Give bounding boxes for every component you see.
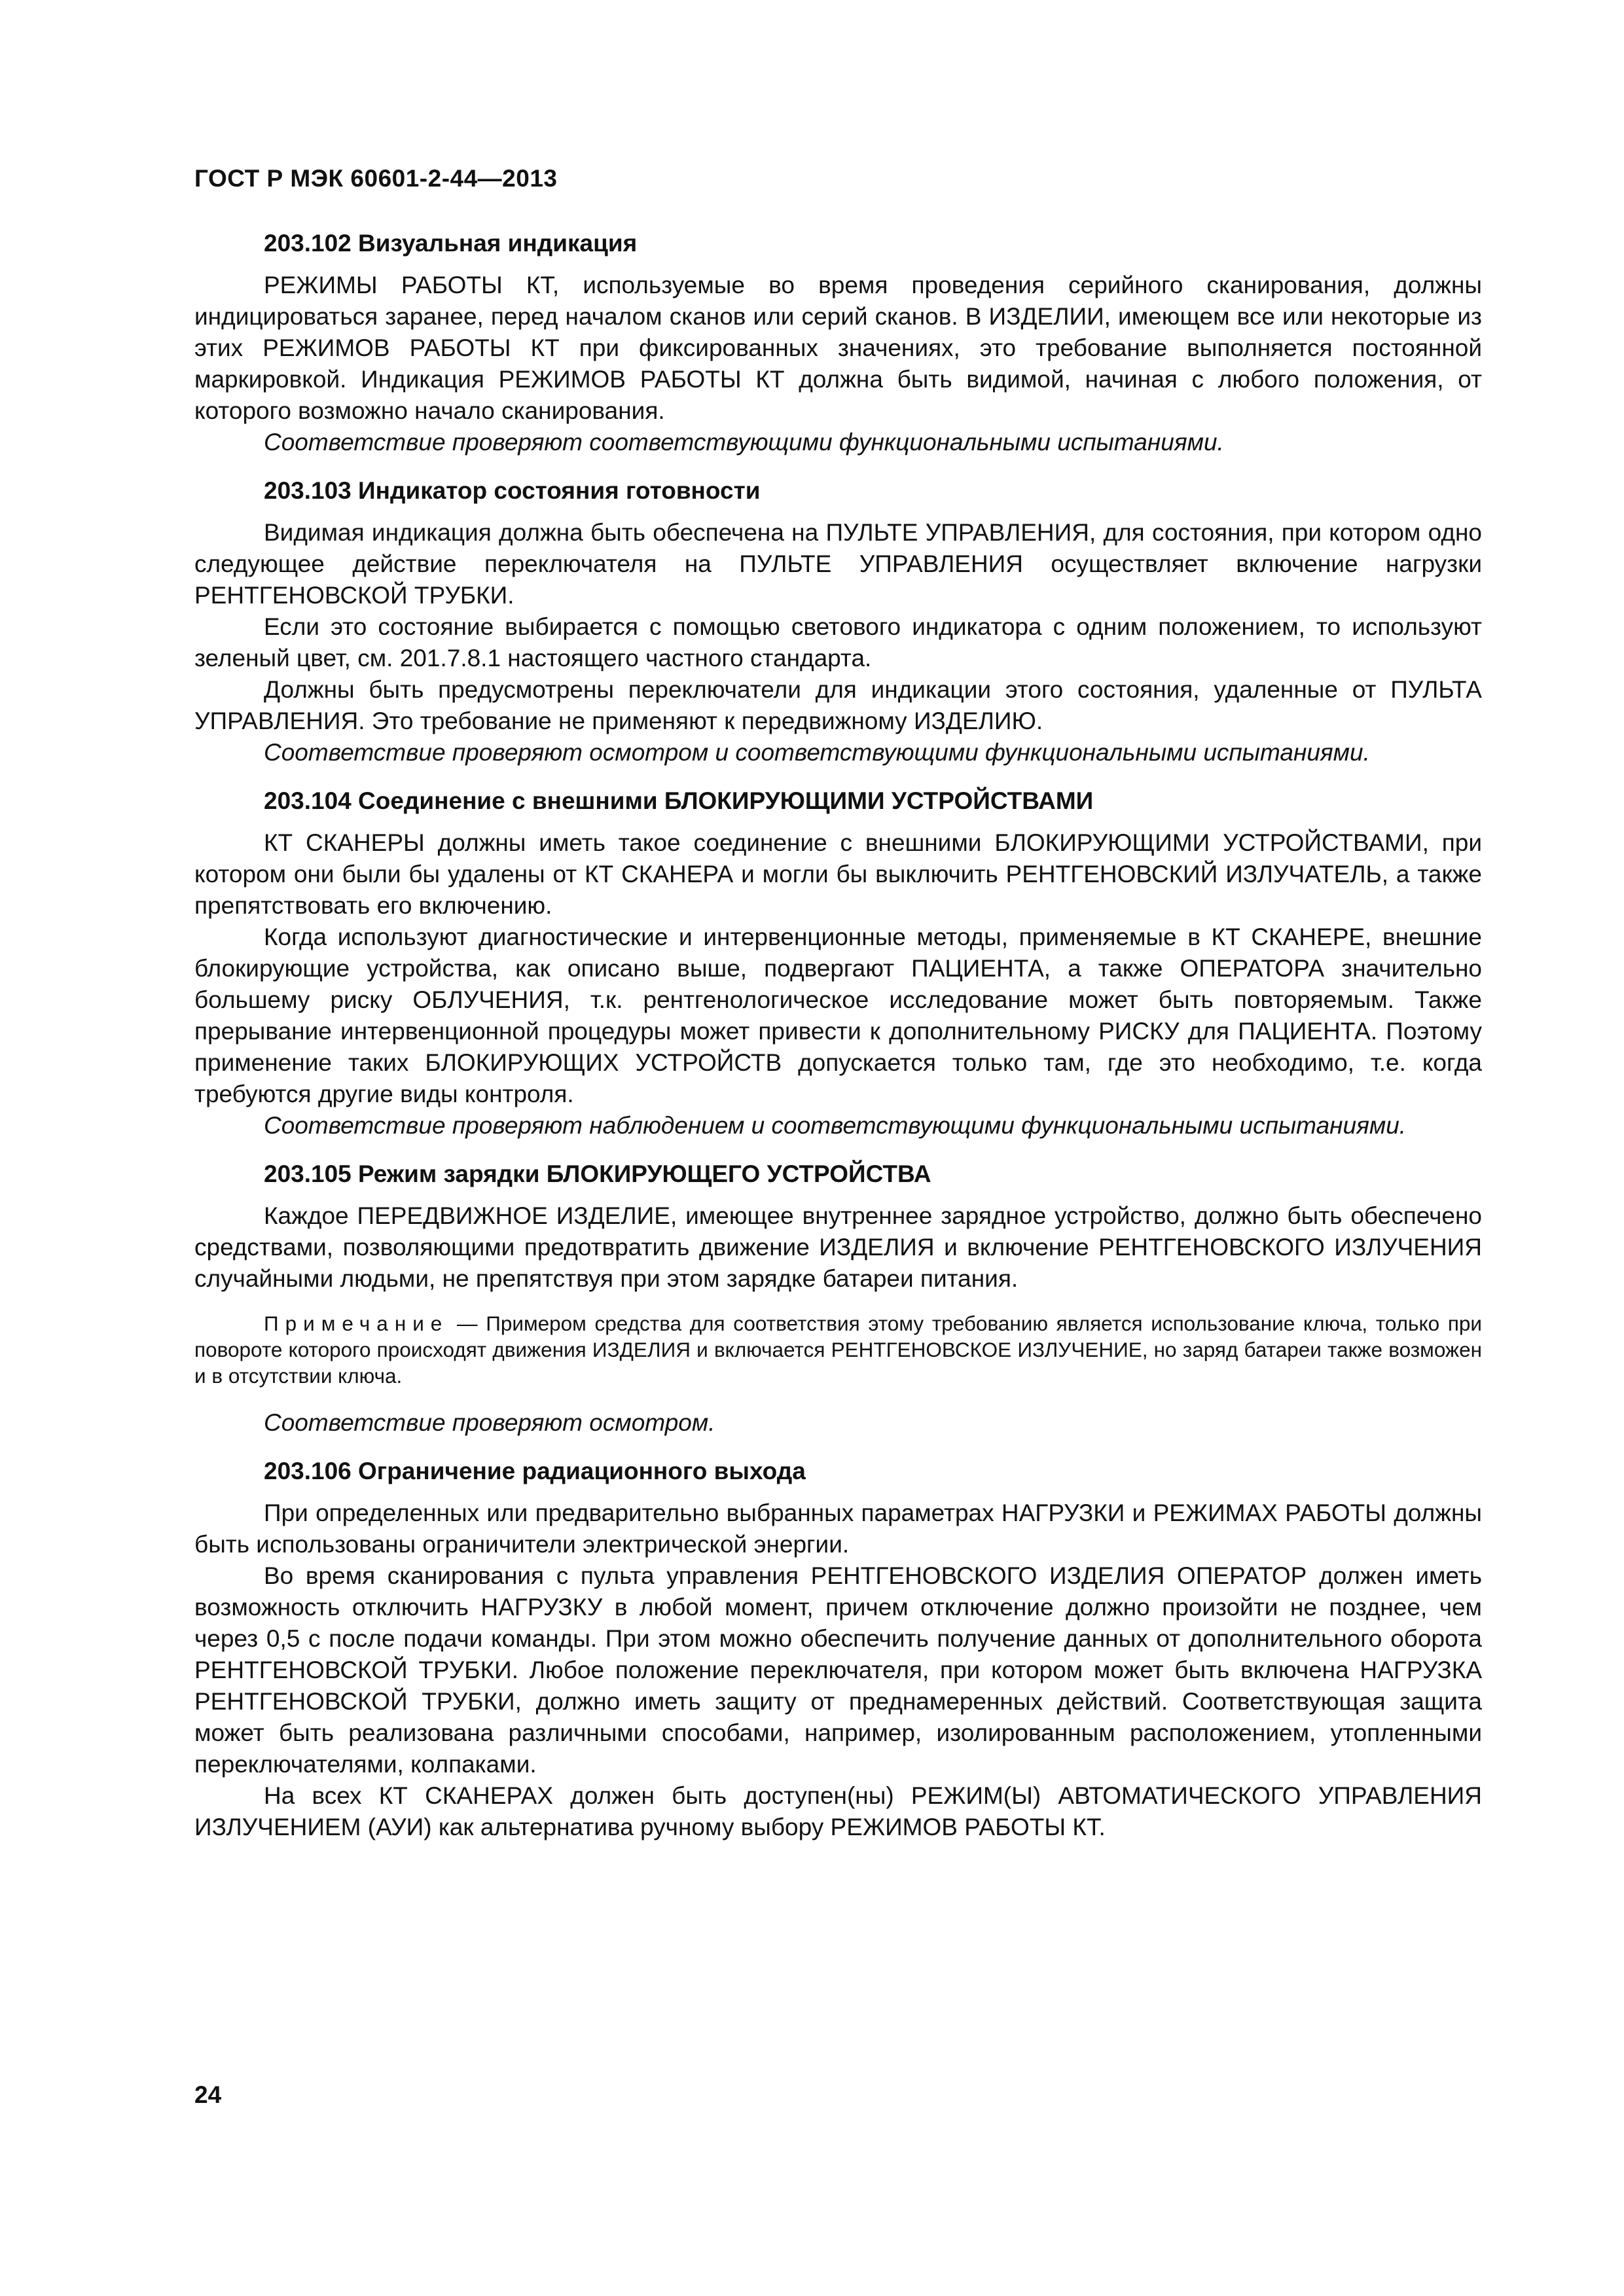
page-number: 24: [194, 2081, 222, 2108]
paragraph: Каждое ПЕРЕДВИЖНОЕ ИЗДЕЛИЕ, имеющее внутреннее зарядное устройство, должно быть обеспечено средствами, позволяющими предотвратить движение ИЗДЕЛИЯ и включение РЕНТГЕНОВСКОГО ИЗЛУЧЕНИЯ случайными людьми, не препятствуя при этом зарядке батареи питания.: [194, 1202, 1482, 1292]
paragraph: На всех КТ СКАНЕРАХ должен быть доступен(ны) РЕЖИМ(Ы) АВТОМАТИЧЕСКОГО УПРАВЛЕНИЯ ИЗЛУЧЕНИЕМ (АУИ) как альтернатива ручному выбору РЕЖИМОВ РАБОТЫ КТ.: [194, 1782, 1482, 1840]
compliance-note: Соответствие проверяют соответствующими функциональными испытаниями.: [264, 429, 1224, 456]
compliance-note: Соответствие проверяют наблюдением и соответствующими функциональными испытаниями.: [264, 1112, 1407, 1139]
paragraph: Должны быть предусмотрены переключатели для индикации этого состояния, удаленные от ПУЛЬТА УПРАВЛЕНИЯ. Это требование не применяют к передвижному ИЗДЕЛИЮ.: [194, 676, 1482, 734]
paragraph: Если это состояние выбирается с помощью светового индикатора с одним положением, то используют зеленый цвет, см. 201.7.8.1 настоящего частного стандарта.: [194, 613, 1482, 672]
section-heading-203-104: 203.104 Соединение с внешними БЛОКИРУЮЩИМИ УСТРОЙСТВАМИ: [264, 787, 1094, 814]
section-heading-203-105: 203.105 Режим зарядки БЛОКИРУЮЩЕГО УСТРОЙСТВА: [264, 1160, 931, 1187]
section-heading-203-102: 203.102 Визуальная индикация: [264, 230, 638, 257]
section-heading-203-103: 203.103 Индикатор состояния готовности: [264, 477, 761, 504]
paragraph: При определенных или предварительно выбранных параметрах НАГРУЗКИ и РЕЖИМАХ РАБОТЫ должны быть использованы ограничители электрической энергии.: [194, 1499, 1482, 1558]
note-text: — Примером средства для соответствия этому требованию является использование ключа, только при повороте которого происходят движения ИЗДЕЛИЯ и включается РЕНТГЕНОВСКОЕ ИЗЛУЧЕНИЕ, но заряд батареи также возможен и в отсутствии ключа.: [194, 1312, 1482, 1388]
note-label: Примечание: [264, 1312, 449, 1335]
paragraph: Во время сканирования с пульта управления РЕНТГЕНОВСКОГО ИЗДЕЛИЯ ОПЕРАТОР должен иметь возможность отключить НАГРУЗКУ в любой момент, причем отключение должно произойти не позднее, чем через 0,5 с после подачи команды. При этом можно обеспечить получение данных от дополнительного оборота РЕНТГЕНОВСКОЙ ТРУБКИ. Любое положение переключателя, при котором может быть включена НАГРУЗКА РЕНТГЕНОВСКОЙ ТРУБКИ, должно иметь защиту от преднамеренных действий. Соответствующая защита может быть реализована различными способами, например, изолированным расположением, утопленными переключателями, колпаками.: [194, 1562, 1482, 1778]
paragraph: Когда используют диагностические и интервенционные методы, применяемые в КТ СКАНЕРЕ, внешние блокирующие устройства, как описано выше, подвергают ПАЦИЕНТА, а также ОПЕРАТОРА значительно большему риску ОБЛУЧЕНИЯ, т.к. рентгенологическое исследование может быть повторяемым. Также прерывание интервенционной процедуры может привести к дополнительному РИСКУ для ПАЦИЕНТА. Поэтому применение таких БЛОКИРУЮЩИХ УСТРОЙСТВ допускается только там, где это необходимо, т.е. когда требуются другие виды контроля.: [194, 924, 1482, 1107]
paragraph: Видимая индикация должна быть обеспечена на ПУЛЬТЕ УПРАВЛЕНИЯ, для состояния, при котором одно следующее действие переключателя на ПУЛЬТЕ УПРАВЛЕНИЯ осуществляет включение нагрузки РЕНТГЕНОВСКОЙ ТРУБКИ.: [194, 519, 1482, 609]
note-paragraph: [194, 1310, 1482, 1389]
paragraph: КТ СКАНЕРЫ должны иметь такое соединение с внешними БЛОКИРУЮЩИМИ УСТРОЙСТВАМИ, при котором они были бы удалены от КТ СКАНЕРА и могли бы выключить РЕНТГЕНОВСКИЙ ИЗЛУЧАТЕЛЬ, а также препятствовать его включению.: [194, 829, 1482, 919]
compliance-note: Соответствие проверяют осмотром.: [264, 1409, 715, 1436]
document-header: ГОСТ Р МЭК 60601-2-44—2013: [194, 165, 558, 192]
compliance-note: Соответствие проверяют осмотром и соответствующими функциональными испытаниями.: [264, 739, 1370, 766]
paragraph: РЕЖИМЫ РАБОТЫ КТ, используемые во время проведения серийного сканирования, должны индицироваться заранее, перед началом сканов или серий сканов. В ИЗДЕЛИИ, имеющем все или некоторые из этих РЕЖИМОВ РАБОТЫ КТ при фиксированных значениях, это требование выполняется постоянной маркировкой. Индикация РЕЖИМОВ РАБОТЫ КТ должна быть видимой, начиная с любого положения, от которого возможно начало сканирования.: [194, 272, 1482, 424]
document-body: [194, 228, 1482, 1843]
section-heading-203-106: 203.106 Ограничение радиационного выхода: [264, 1458, 806, 1484]
